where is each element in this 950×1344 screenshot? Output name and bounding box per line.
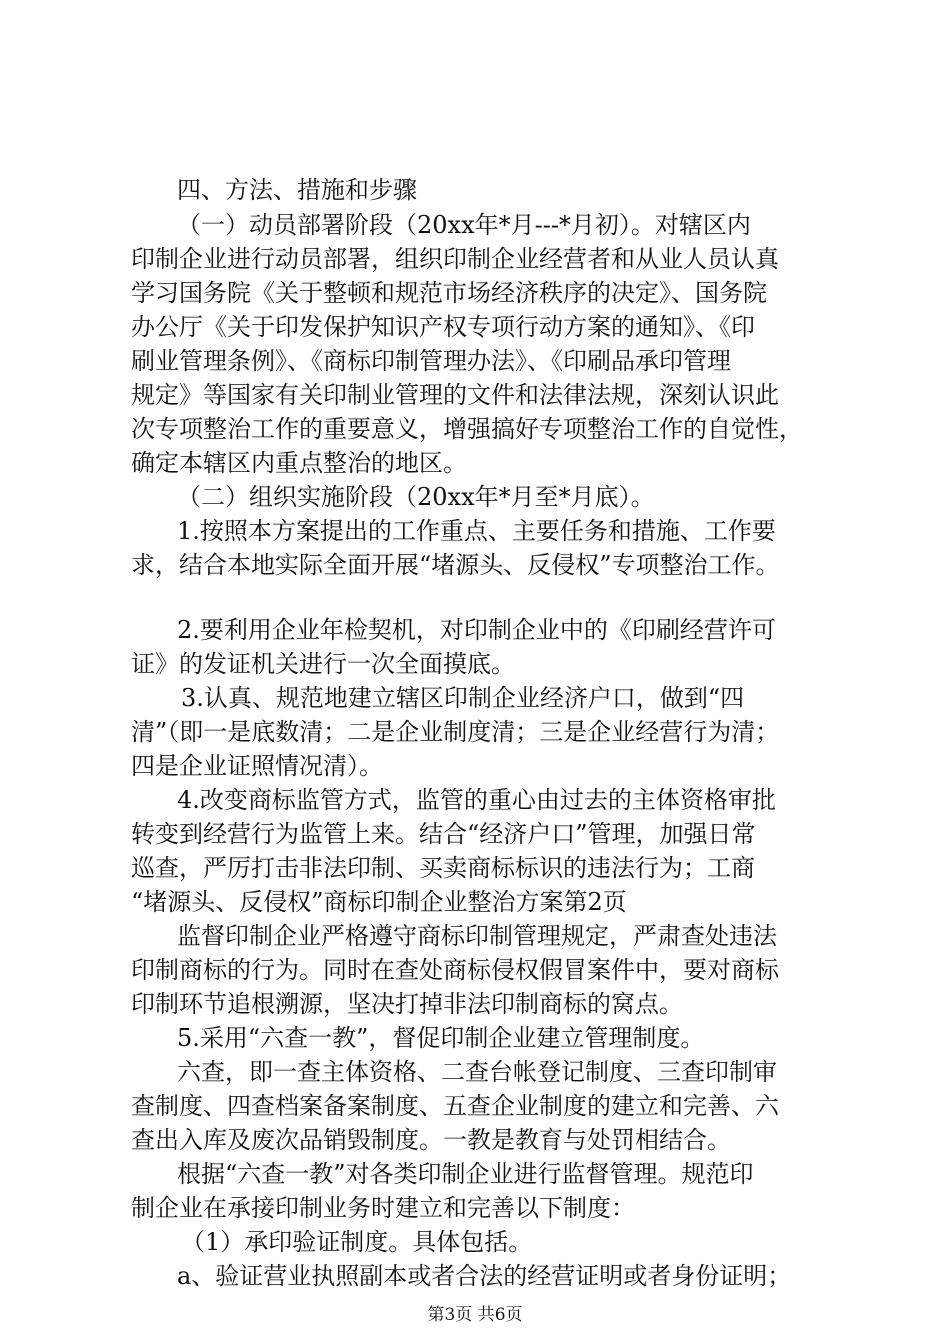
page-number-footer: 第3页 共6页 xyxy=(427,1305,523,1325)
paragraph-line: （一）动员部署阶段（20xx年*月---*月初）。对辖区内 xyxy=(177,211,751,239)
paragraph-line: 求，结合本地实际全面开展“堵源头、反侵权”专项整治工作。 xyxy=(131,551,780,579)
paragraph-line: 印制商标的行为。同时在查处商标侵权假冒案件中，要对商标 xyxy=(131,956,779,984)
paragraph-line: 六查，即一查主体资格、二查台帐登记制度、三查印制审 xyxy=(177,1058,777,1086)
paragraph-line: 根据“六查一教”对各类印制企业进行监督管理。规范印 xyxy=(177,1160,754,1188)
paragraph-line: 监督印制企业严格遵守商标印制管理规定，严肃查处违法 xyxy=(177,922,777,950)
subsection-heading: （二）组织实施阶段（20xx年*月至*月底）。 xyxy=(177,483,655,511)
paragraph-line: 印制环节追根溯源，坚决打掉非法印制商标的窝点。 xyxy=(131,990,683,1018)
list-item: a、验证营业执照副本或者合法的经营证明或者身份证明； xyxy=(177,1262,792,1290)
paragraph-line: 学习国务院《关于整顿和规范市场经济秩序的决定》、国务院 xyxy=(131,279,767,307)
paragraph-line: 3.认真、规范地建立辖区印制企业经济户口，做到“四 xyxy=(181,684,745,712)
paragraph-line: 清”（即一是底数清；二是企业制度清；三是企业经营行为清； xyxy=(131,718,780,746)
paragraph-line: 查出入库及废次品销毁制度。一教是教育与处罚相结合。 xyxy=(131,1126,731,1154)
paragraph-line: 5.采用“六查一教”，督促印制企业建立管理制度。 xyxy=(177,1024,705,1052)
paragraph-line: 4.改变商标监管方式，监管的重心由过去的主体资格审批 xyxy=(177,786,776,814)
paragraph-line: 转变到经营行为监管上来。结合“经济户口”管理，加强日常 xyxy=(131,820,756,848)
paragraph-line: 规定》等国家有关印制业管理的文件和法律法规，深刻认识此 xyxy=(131,381,779,409)
paragraph-line: 刷业管理条例》、《商标印制管理办法》、《印刷品承印管理 xyxy=(131,347,731,375)
paragraph-line: 制企业在承接印制业务时建立和完善以下制度： xyxy=(131,1194,635,1222)
paragraph-line: 办公厅《关于印发保护知识产权专项行动方案的通知》、《印 xyxy=(131,313,755,341)
paragraph-line: 次专项整治工作的重要意义，增强搞好专项整治工作的自觉性， xyxy=(131,415,803,443)
paragraph-line: 巡查，严厉打击非法印制、买卖商标标识的违法行为；工商 xyxy=(131,854,755,882)
list-item-heading: （1）承印验证制度。具体包括。 xyxy=(181,1228,533,1256)
paragraph-line: 四是企业证照情况清）。 xyxy=(131,752,383,780)
paragraph-line: 查制度、四查档案备案制度、五查企业制度的建立和完善、六 xyxy=(131,1092,779,1120)
section-heading: 四、方法、措施和步骤 xyxy=(177,176,417,204)
paragraph-line: 确定本辖区内重点整治的地区。 xyxy=(131,449,467,477)
paragraph-line: 印制企业进行动员部署，组织印制企业经营者和从业人员认真 xyxy=(131,245,779,273)
paragraph-line: 证》的发证机关进行一次全面摸底。 xyxy=(131,650,515,678)
paragraph-line: 1.按照本方案提出的工作重点、主要任务和措施、工作要 xyxy=(177,517,776,545)
paragraph-line: “堵源头、反侵权”商标印制企业整治方案第2页 xyxy=(131,888,627,916)
paragraph-line: 2.要利用企业年检契机，对印制企业中的《印刷经营许可 xyxy=(177,616,776,644)
